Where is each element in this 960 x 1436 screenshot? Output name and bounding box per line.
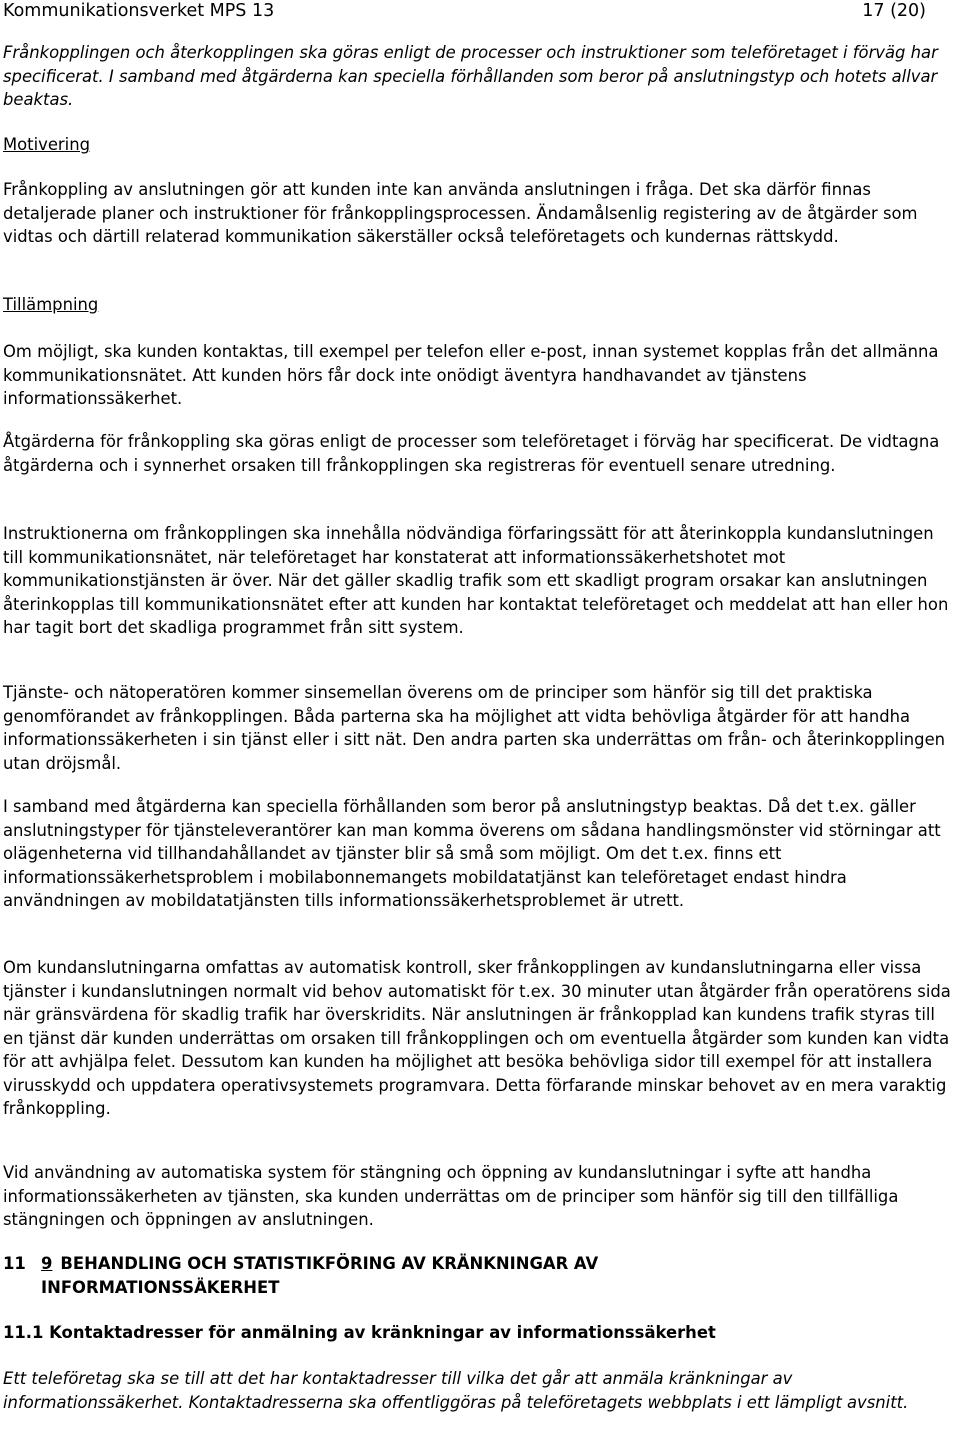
section-title-line-2: INFORMATIONSSÄKERHET — [41, 1277, 280, 1297]
section-11-1-paragraph: Ett teleföretag ska se till att det har kontaktadresser till vilka det går att anmäla kränkningar av informationssäkerhet. Kontaktadresserna ska offentliggöras på teleföretagets webbplats i ett lämpligt avsnitt. — [3, 1369, 909, 1412]
section-11-1-heading: 11.1 Kontaktadresser för anmälning av kränkningar av informationssäkerhet — [3, 1323, 716, 1342]
page-header — [3, 0, 926, 22]
tillampning-heading: Tillämpning — [3, 295, 99, 314]
motivering-heading: Motivering — [3, 135, 91, 154]
tillampning-paragraph-5: I samband med åtgärderna kan speciella förhållanden som beror på anslutningstyp beaktas. Då det t.ex. gäller anslutningstyper för tjänsteleverantörer kan man komma överens om sådana handlingsmönster vid störningar att olägenheterna vid tillhandahållandet av tjänster blir så små som möjligt. Om det t.ex. finns ett informationssäkerhetsproblem i mobilabonnemangets mobildatatjänst kan teleföretaget endast hindra användningen av mobildatatjänsten tills informationssäkerhetsproblemet är utrett. — [3, 797, 941, 910]
tillampning-paragraph-2: Åtgärderna för frånkoppling ska göras enligt de processer som teleföretaget i förväg har specificerat. De vidtagna åtgärderna och i synnerhet orsaken till frånkopplingen ska registreras för eventuell senare utredning. — [3, 432, 940, 475]
section-sub-number: 9 — [41, 1254, 53, 1273]
tillampning-paragraph-4: Tjänste- och nätoperatören kommer sinsemellan överens om de principer som hänför sig till det praktiska genomförandet av frånkopplingen. Båda parterna ska ha möjlighet att vidta behövliga åtgärder för att handha informationssäkerheten i sin tjänst eller i sitt nät. Den andra parten ska underrättas om från- och återinkopplingen utan dröjsmål. — [3, 683, 946, 773]
tillampning-paragraph-7: Vid användning av automatiska system för stängning och öppning av kundanslutningar i syfte att handha informationssäkerheten av tjänsten, ska kunden underrättas om de principer som hänför sig till den tillfälliga stängningen och öppningen av anslutningen. — [3, 1163, 899, 1229]
intro-paragraph: Frånkopplingen och återkopplingen ska göras enligt de processer och instruktioner som teleföretaget i förväg har specificerat. I samband med åtgärderna kan speciella förhållanden som beror på anslutningstyp och hotets allvar beaktas. — [3, 43, 938, 109]
motivering-paragraph: Frånkoppling av anslutningen gör att kunden inte kan använda anslutningen i fråga. Det ska därför finnas detaljerade planer och instruktioner för frånkopplingsprocessen. Ändamålsenlig registering av de åtgärder som vidtas och därtill relaterad kommunikation säkerställer också teleföretagets och kundernas rättskydd. — [3, 180, 918, 246]
section-title-line-1: BEHANDLING OCH STATISTIKFÖRING AV KRÄNKNINGAR AV — [60, 1254, 599, 1273]
tillampning-paragraph-1: Om möjligt, ska kunden kontaktas, till exempel per telefon eller e-post, innan systemet kopplas från det allmänna kommunikationsnätet. Att kunden hörs får dock inte onödigt äventyra handhavandet av tjänstens informationssäkerhet. — [3, 342, 939, 408]
section-11-heading — [3, 1252, 598, 1299]
tillampning-paragraph-3: Instruktionerna om frånkopplingen ska innehålla nödvändiga förfaringssätt för att återinkoppla kundanslutningen till kommunikationsnätet, när teleföretaget har konstaterat att informationssäkerhetshotet mot kommunikationstjänsten är över. När det gäller skadlig trafik som ett skadligt program orsakar kan anslutningen återinkopplas till kommunikationsnätet efter att kunden har kontaktat teleföretaget och meddelat att han eller hon har tagit bort det skadliga programmet från sitt system. — [3, 524, 949, 637]
header-title: Kommunikationsverket MPS 13 — [3, 1, 275, 21]
section-number: 11 — [3, 1254, 26, 1273]
tillampning-paragraph-6: Om kundanslutningarna omfattas av automatisk kontroll, sker frånkopplingen av kundanslutningarna eller vissa tjänster i kundanslutningen normalt vid behov automatiskt för t.ex. 30 minuter utan åtgärder från operatörens sida när gränsvärdena för skadlig trafik har överskridits. När anslutningen är frånkopplad kan kundens trafik styras till en tjänst där kunden underrättas om orsaken till frånkopplingen och om eventuella åtgärder som kunden kan vidta för att avhjälpa felet. Dessutom kan kunden ha möjlighet att besöka behövliga sidor till exempel för att installera virusskydd och uppdatera operativsystemets programvara. Detta förfarande minskar behovet av en mera varaktig frånkoppling. — [3, 958, 951, 1118]
page-number: 17 (20) — [862, 1, 926, 21]
